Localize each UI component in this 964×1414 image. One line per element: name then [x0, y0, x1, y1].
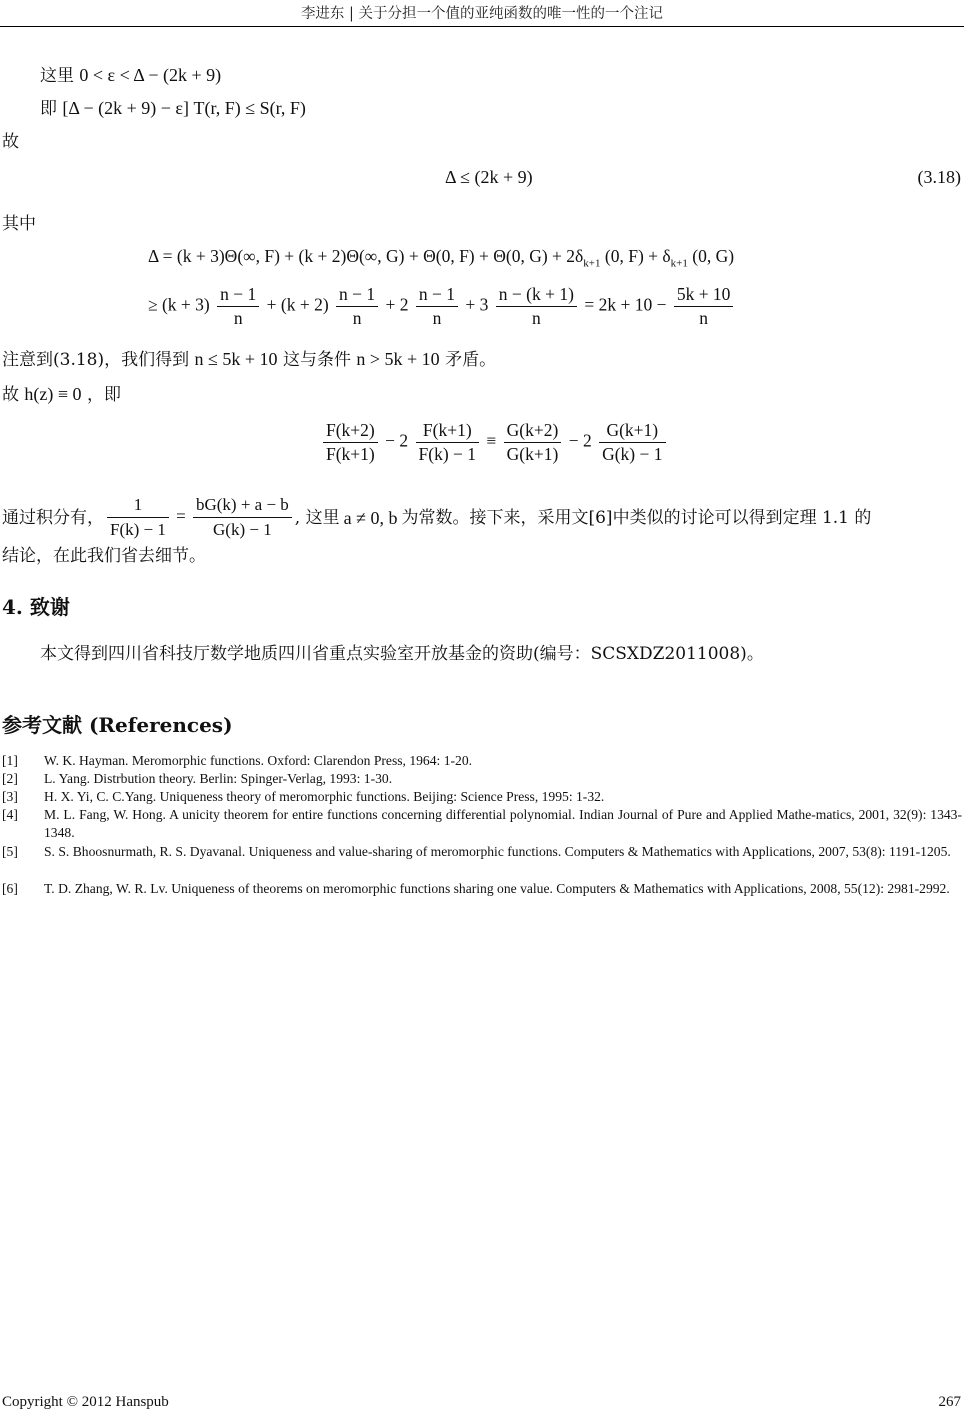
reference-item-1 [2, 752, 964, 772]
delta-sub-2: k+1 [670, 257, 688, 270]
line1 [40, 64, 221, 87]
running-header: 李进东 | 关于分担一个值的亚纯函数的唯一性的一个注记 [300, 6, 664, 22]
ineq-term-1: (k + 3) [161, 294, 210, 315]
reference-num: [2] [2, 771, 18, 786]
line2-math: [Δ − (2k + 9) − ε] T(r, F) ≤ S(r, F) [62, 98, 306, 118]
ineq-f5-num: 5k + 10 [676, 284, 731, 304]
integ-math: a ≠ 0, b [343, 507, 398, 528]
footer-copyright: Copyright © 2012 Hanspub [2, 1394, 169, 1410]
line1-prefix: 这里 [40, 66, 74, 86]
id-f1-den: F(k+1) [323, 442, 378, 465]
integ-f2-num: bG(k) + a − b [195, 495, 289, 514]
ineq-f5-den: n [674, 306, 734, 329]
integ-prefix: 通过积分有， [2, 507, 104, 528]
note-text-c: 矛盾。 [445, 350, 497, 370]
ineq-f2-num: n − 1 [339, 284, 376, 304]
hz-line [2, 383, 121, 406]
reference-item-6 [2, 880, 964, 918]
id-equiv: ≡ [486, 430, 497, 451]
ineq-fraction-2 [336, 284, 378, 329]
line1-math: 0 < ε < Δ − (2k + 9) [79, 65, 222, 85]
delta-inequality [148, 284, 736, 329]
line2 [40, 97, 306, 120]
id-f3-den: G(k+1) [504, 442, 562, 465]
line2-prefix: 即 [40, 99, 57, 119]
equation-label-3-18: (3.18) [917, 167, 961, 187]
gu2-text: 故 [2, 385, 19, 405]
id-f2-num: F(k+1) [422, 420, 472, 440]
ack-text: 本文得到四川省科技厅数学地质四川省重点实验室开放基金的资助(编号：SCSXDZ2011008)。 [40, 644, 764, 664]
delta-definition [148, 246, 734, 270]
qizhong-text: 其中 [2, 214, 36, 234]
note-text-a: 注意到(3.18)，我们得到 [2, 350, 190, 370]
reference-item-3 [2, 788, 964, 808]
ineq-f4-den: n [496, 306, 577, 329]
delta-sub-1: k+1 [583, 257, 601, 270]
reference-item-4 [2, 806, 964, 844]
id-f4-den: G(k) − 1 [599, 442, 665, 465]
integ-f1-num: 1 [133, 495, 143, 514]
equation-3-18: Δ ≤ (2k + 9) [445, 167, 533, 187]
reference-num: [4] [2, 807, 18, 822]
ineq-fraction-5 [674, 284, 734, 329]
ineq-f1-num: n − 1 [220, 284, 257, 304]
ineq-f1-den: n [217, 306, 259, 329]
ineq-ge: ≥ [148, 294, 158, 315]
id-f1-num: F(k+2) [326, 420, 375, 440]
reference-item-2 [2, 770, 964, 790]
id-fraction-2 [416, 420, 480, 465]
ineq-fraction-3 [416, 284, 458, 329]
delta-line-mid: (0, F) + δ [604, 246, 671, 266]
ineq-term-4: + 3 [465, 294, 489, 315]
delta-line-start: Δ = (k + 3)Θ(∞, F) + (k + 2)Θ(∞, G) + Θ(0, F) + Θ(0, G) + 2δ [148, 246, 584, 266]
delta-line-end: (0, G) [692, 246, 735, 266]
id-f2-den: F(k) − 1 [416, 442, 480, 465]
gu-text: 故 [2, 132, 19, 152]
reference-text: T. D. Zhang, W. R. Lv. Uniqueness of theorems on meromorphic functions sharing one value. Computers & Mathematics with Applications, 2008, 55(12): 2981-2992. [44, 881, 950, 896]
integ-suffix-a: , 这里 [294, 507, 340, 528]
note-math-a: n ≤ 5k + 10 [194, 349, 278, 369]
header-rule [0, 26, 964, 27]
integ-f2-den: G(k) − 1 [193, 517, 292, 541]
ineq-term-2: + (k + 2) [266, 294, 329, 315]
integ-eq: = [176, 506, 186, 526]
id-fraction-4 [599, 420, 665, 465]
id-fraction-3 [504, 420, 562, 465]
id-minus-2a: − 2 [385, 430, 409, 451]
id-f4-num: G(k+1) [606, 420, 659, 440]
ineq-fraction-4 [496, 284, 577, 329]
reference-text: M. L. Fang, W. Hong. A unicity theorem for entire functions concerning differential polynomial. Indian Journal of Pure and Applied Mathe-matics, 2001, 32(9): 1343-1348. [44, 807, 962, 840]
integ-line-2: 结论，在此我们省去细节。 [2, 546, 206, 566]
ineq-f3-den: n [416, 306, 458, 329]
ineq-fraction-1 [217, 284, 259, 329]
hz-math: h(z) ≡ 0 [24, 384, 82, 404]
ineq-term-3: + 2 [385, 294, 409, 315]
reference-text: W. K. Hayman. Meromorphic functions. Oxford: Clarendon Press, 1964: 1-20. [44, 753, 473, 768]
note-math-b: n > 5k + 10 [356, 349, 440, 369]
reference-num: [1] [2, 753, 18, 768]
integ-fraction-2 [193, 494, 292, 541]
reference-item-5 [2, 843, 964, 881]
ineq-term-5: = 2k + 10 − [584, 294, 667, 315]
footer-page-number: 267 [938, 1394, 961, 1410]
integ-f1-den: F(k) − 1 [107, 517, 169, 541]
reference-num: [6] [2, 881, 18, 896]
integ-suffix-b: 为常数。接下来，采用文[6]中类似的讨论可以得到定理 1.1 的 [401, 507, 872, 528]
ack-heading: 4. 致谢 [2, 595, 70, 619]
note-text-b: 这与条件 [282, 350, 351, 370]
ineq-f4-num: n − (k + 1) [498, 284, 574, 304]
reference-text: S. S. Bhoosnurmath, R. S. Dyavanal. Uniqueness and value-sharing of meromorphic functions. Computers & Mathematics with Applications, 2007, 53(8): 1191-1205. [44, 844, 951, 859]
integration-line [2, 494, 871, 541]
ineq-f2-den: n [336, 306, 378, 329]
ineq-f3-num: n − 1 [418, 284, 456, 304]
reference-text: H. X. Yi, C. C.Yang. Uniqueness theory of meromorphic functions. Beijing: Science Press, 1995: 1-32. [44, 789, 605, 804]
note-line [2, 348, 496, 371]
id-minus-2b: − 2 [568, 430, 592, 451]
references-heading: 参考文献 (References) [2, 713, 233, 737]
ji-text: ，即 [86, 385, 121, 405]
id-f3-num: G(k+2) [506, 420, 559, 440]
reference-text: L. Yang. Distrbution theory. Berlin: Spinger-Verlag, 1993: 1-30. [44, 771, 393, 786]
integ-fraction-1 [107, 494, 169, 541]
id-fraction-1 [323, 420, 378, 465]
reference-num: [5] [2, 844, 18, 859]
reference-num: [3] [2, 789, 18, 804]
identity-equation [320, 420, 669, 465]
